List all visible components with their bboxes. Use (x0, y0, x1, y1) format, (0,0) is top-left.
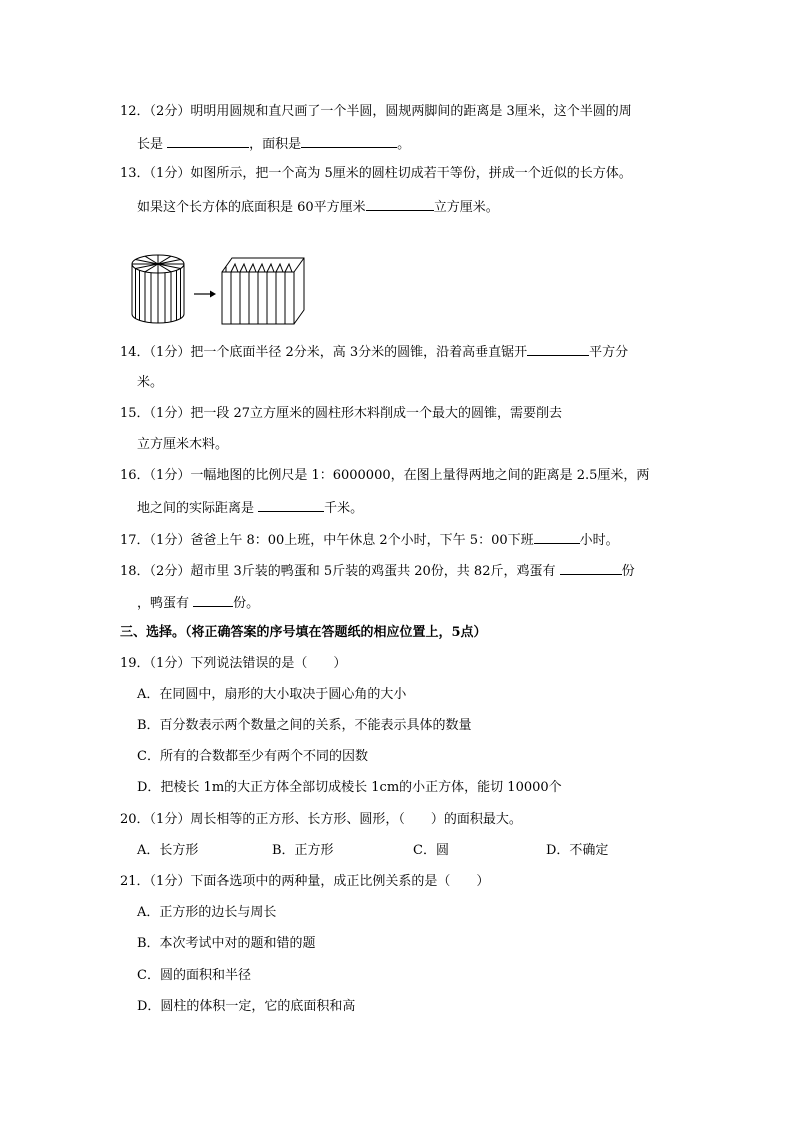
q18-text-c: ，鸭蛋有 (137, 596, 194, 611)
q12-text-b: ，面积是 (249, 137, 302, 152)
q20-option-a[interactable]: A．长方形 (137, 843, 199, 858)
q20-option-b[interactable]: B．正方形 (272, 843, 334, 858)
q12-line2 (137, 134, 410, 154)
q20-stem: 20．（1分）周长相等的正方形、长方形、圆形，（ ）的面积最大。 (120, 812, 522, 827)
q16-text-b: 千米。 (324, 501, 364, 516)
q21-option-d[interactable]: D．圆柱的体积一定，它的底面积和高 (137, 999, 356, 1014)
q16-text-a: 地之间的实际距离是 (137, 501, 259, 516)
q16-line2 (137, 498, 363, 518)
q18-blank-duck-eggs[interactable] (193, 593, 233, 607)
q17-text-b: 小时。 (579, 533, 619, 548)
q19-stem: 19．（1分）下列说法错误的是（ ） (120, 656, 347, 671)
q17-text-a: 17．（1分）爸爸上午 8：00上班，中午休息 2个小时，下午 5：00下班 (120, 533, 534, 548)
section-3-heading: 三、选择。（将正确答案的序号填在答题纸的相应位置上，5点） (120, 625, 487, 640)
q13-text-b: 立方厘米。 (433, 200, 499, 215)
q20-option-c[interactable]: C．圆 (413, 843, 449, 858)
q18-blank-chicken-eggs[interactable] (560, 561, 622, 575)
q13-line2 (137, 197, 499, 217)
q19-option-d[interactable]: D．把棱长 1m的大正方体全部切成棱长 1cm的小正方体，能切 10000个 (137, 780, 562, 795)
q19-option-c[interactable]: C．所有的合数都至少有两个不同的因数 (137, 749, 368, 764)
q18-line1 (120, 561, 635, 581)
q15-line1 (120, 405, 562, 423)
q21-option-a[interactable]: A．正方形的边长与周长 (137, 905, 277, 920)
q12-text-c: 。 (397, 137, 411, 152)
arrow-icon (194, 291, 216, 298)
q21-stem: 21．（1分）下面各选项中的两种量，成正比例关系的是（ ） (120, 874, 490, 889)
q16-blank-distance[interactable] (258, 498, 324, 512)
q14-blank-area[interactable] (527, 342, 589, 356)
q19-option-a[interactable]: A．在同圆中，扇形的大小取决于圆心角的大小 (137, 687, 407, 702)
q19-option-b[interactable]: B．百分数表示两个数量之间的关系，不能表示具体的数量 (137, 718, 472, 733)
q13-text-a: 如果这个长方体的底面积是 60平方厘米 (137, 200, 366, 215)
q12-blank-perimeter[interactable] (167, 134, 249, 148)
q16-line1: 16．（1分）一幅地图的比例尺是 1：6000000，在图上量得两地之间的距离是 2.5厘米，两 (120, 468, 650, 483)
q13-blank-volume[interactable] (366, 197, 434, 211)
q18-text-b: 份 (621, 564, 635, 579)
q12-text-a: 长是 (137, 137, 168, 152)
q12-blank-area[interactable] (301, 134, 397, 148)
q14-text-a: 14．（1分）把一个底面半径 2分米，高 3分米的圆锥，沿着高垂直锯开 (120, 345, 528, 360)
q12-line1: 12．（2分）明明用圆规和直尺画了一个半圆，圆规两脚间的距离是 3厘米，这个半圆的周 (120, 104, 632, 119)
q14-text-b: 平方分 (589, 345, 629, 360)
q13-line1: 13．（1分）如图所示，把一个高为 5厘米的圆柱切成若干等份，拼成一个近似的长方体。 (120, 166, 632, 181)
q20-option-d[interactable]: D．不确定 (546, 843, 609, 858)
cuboid-diagram (222, 258, 304, 324)
q14-line1 (120, 342, 628, 362)
q14-line2: 米。 (137, 375, 164, 390)
q17-blank-hours[interactable] (534, 530, 580, 544)
q15-text-a: 15．（1分）把一段 27立方厘米的圆柱形木料削成一个最大的圆锥，需要削去 (120, 406, 562, 421)
q17-line1 (120, 530, 619, 550)
q21-option-b[interactable]: B．本次考试中对的题和错的题 (137, 936, 316, 951)
q18-line2 (137, 593, 259, 613)
q21-option-c[interactable]: C．圆的面积和半径 (137, 968, 251, 983)
q15-line2: 立方厘米木料。 (137, 437, 229, 452)
q18-text-a: 18．（2分）超市里 3斤装的鸭蛋和 5斤装的鸡蛋共 20份，共 82斤，鸡蛋有 (120, 564, 560, 579)
q18-text-d: 份。 (233, 596, 260, 611)
cylinder-to-cuboid-figure (128, 248, 308, 330)
cylinder-diagram (132, 255, 184, 323)
